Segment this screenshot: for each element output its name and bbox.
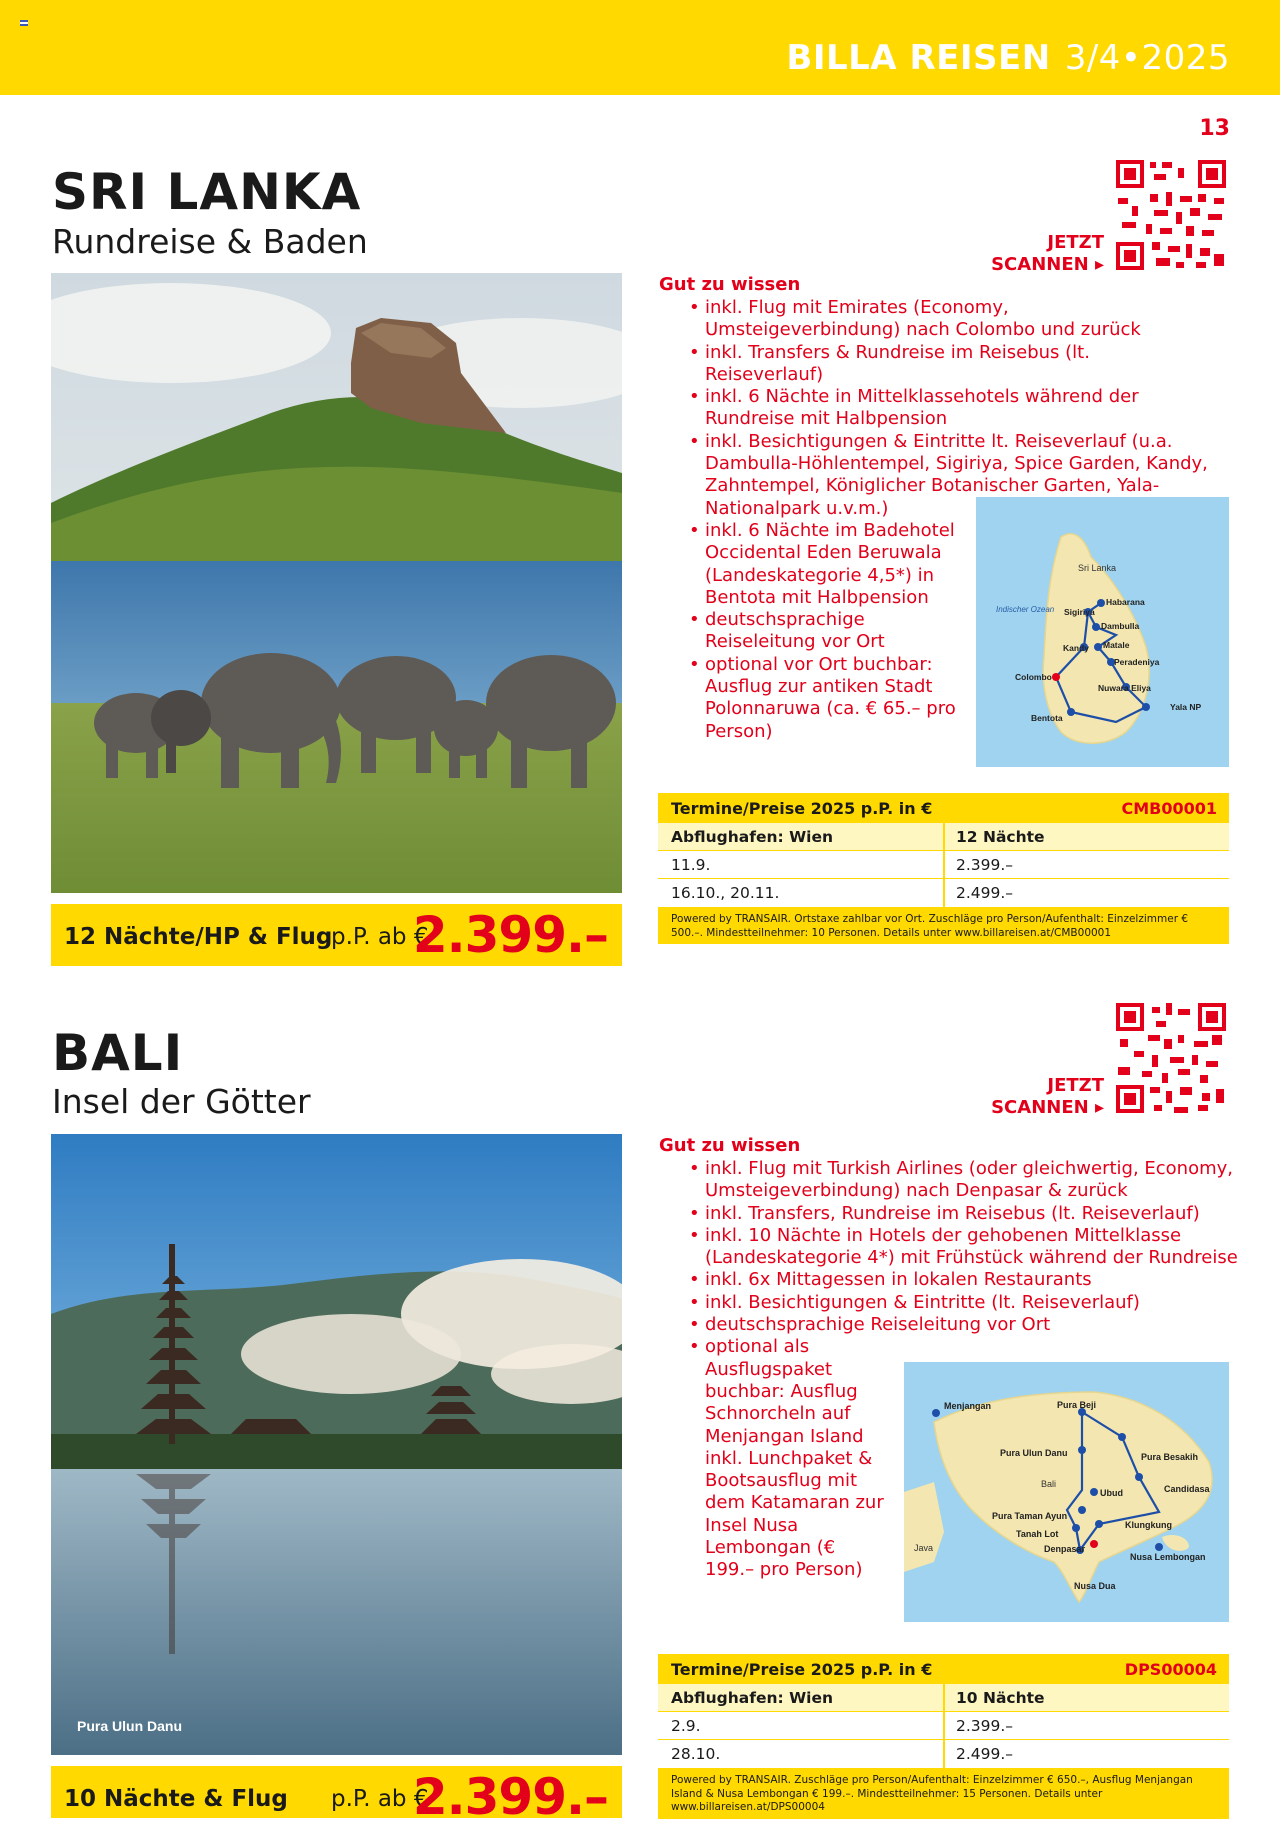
price-bar-label: 12 Nächte/HP & Flug: [64, 924, 333, 950]
col-departure: Abflughafen: Wien: [671, 1689, 834, 1707]
row-price: 2.399.–: [956, 856, 1014, 874]
page-header: [0, 0, 1280, 95]
info-title: Gut zu wissen: [659, 274, 801, 295]
map-place: Klungkung: [1125, 1520, 1172, 1530]
price-prefix: p.P. ab €: [331, 924, 429, 950]
map-place: Pura Beji: [1057, 1400, 1097, 1410]
section-subtitle-bali: Insel der Götter: [52, 1082, 311, 1121]
table-title: Termine/Preise 2025 p.P. in €: [671, 799, 933, 818]
row-price: 2.399.–: [956, 1717, 1014, 1735]
section-title-bali: BALI: [52, 1024, 184, 1082]
row-date: 28.10.: [671, 1745, 721, 1763]
info-item: • optional als Ausflugspaket buchbar: Ausflug Schnorcheln auf Menjangan Island inkl. Lunchpaket & Bootsausflug mit dem Katamaran zur Insel Nusa Lembongan (€ 199.– pro Person): [689, 1336, 889, 1581]
info-item: • deutschsprachige Reiseleitung vor Ort: [689, 609, 959, 654]
row-price: 2.499.–: [956, 1745, 1014, 1763]
photo-srilanka-elephants: [51, 273, 622, 893]
scan-line1: JETZT: [1047, 1075, 1104, 1096]
info-item: • inkl. Flug mit Turkish Airlines (oder gleichwertig, Economy, Umsteigeverbindung) nach Denpasar & zurück: [689, 1158, 1239, 1203]
price-value: 2.399.–: [412, 1768, 608, 1826]
map-srilanka: [976, 497, 1229, 767]
info-item: • inkl. 6 Nächte in Mittelklassehotels während der Rundreise mit Halbpension: [689, 386, 1209, 431]
austria-flag-icon: [20, 20, 28, 26]
map-place: Yala NP: [1170, 702, 1202, 712]
table-header: [658, 793, 1229, 823]
trip-code: DPS00004: [1124, 1660, 1217, 1679]
map-place: Nusa Dua: [1074, 1581, 1116, 1591]
map-place: Ubud: [1100, 1488, 1123, 1498]
price-bar-srilanka: [51, 904, 622, 966]
info-item: • deutschsprachige Reiseleitung vor Ort: [689, 1314, 1239, 1336]
trip-code: CMB00001: [1121, 799, 1217, 818]
price-table-srilanka: [658, 793, 1229, 944]
info-item: • inkl. 6x Mittagessen in lokalen Restaurants: [689, 1269, 1239, 1291]
row-date: 16.10., 20.11.: [671, 884, 780, 902]
price-bar-bali: [51, 1766, 622, 1826]
table-row: [658, 1712, 1229, 1740]
map-place: Pura Ulun Danu: [1000, 1448, 1068, 1458]
info-item: • inkl. 10 Nächte in Hotels der gehobenen Mittelklasse (Landeskategorie 4*) mit Frühstück während der Rundreise: [689, 1225, 1239, 1270]
scan-line2: SCANNEN ▸: [991, 1097, 1104, 1118]
price-value: 2.399.–: [412, 906, 608, 964]
scan-prompt-bali: [991, 1075, 1104, 1119]
table-row: [658, 851, 1229, 879]
map-place: Candidasa: [1164, 1484, 1210, 1494]
map-place: Tanah Lot: [1016, 1529, 1059, 1539]
page-number: 13: [1199, 116, 1230, 141]
price-prefix: p.P. ab €: [331, 1786, 429, 1812]
map-bali: [904, 1362, 1229, 1622]
section-subtitle-srilanka: Rundreise & Baden: [52, 222, 368, 261]
info-item: • optional vor Ort buchbar: Ausflug zur antiken Stadt Polonnaruwa (ca. € 65.– pro Person): [689, 654, 959, 743]
col-departure: Abflughafen: Wien: [671, 828, 834, 846]
map-place: Colombo: [1015, 672, 1052, 682]
row-price: 2.499.–: [956, 884, 1014, 902]
info-item: • inkl. Transfers, Rundreise im Reisebus (lt. Reiseverlauf): [689, 1203, 1239, 1225]
photo-bali-temple: [51, 1134, 622, 1755]
table-footnote: Powered by TRANSAIR. Ortstaxe zahlbar vor Ort. Zuschläge pro Person/Aufenthalt: Einzelzimmer € 500.–. Mindestteilnehmer: 10 Personen. Details unter www.billareisen.at/CMB00001: [658, 907, 1229, 944]
map-place: Habarana: [1106, 597, 1145, 607]
map-place: Denpasar: [1044, 1544, 1086, 1554]
table-footnote: Powered by TRANSAIR. Zuschläge pro Person/Aufenthalt: Einzelzimmer € 650.–, Ausflug Menjangan Island & Nusa Lembongan € 199.–. Mindestteilnehmer: 15 Personen. Details unter www.billareisen.at/DPS00004: [658, 1768, 1229, 1819]
map-place: Nusa Lembongan: [1130, 1552, 1206, 1562]
map-label-island: Bali: [1041, 1479, 1057, 1489]
map-place: Sigiriya: [1064, 607, 1095, 617]
info-item: • inkl. Transfers & Rundreise im Reisebus (lt. Reiseverlauf): [689, 342, 1209, 387]
info-title: Gut zu wissen: [659, 1135, 801, 1156]
brand-title: BILLA REISEN 3/4•2025: [786, 38, 1230, 78]
col-nights: 12 Nächte: [956, 828, 1045, 846]
table-column-headers: [658, 1684, 1229, 1712]
scan-prompt-srilanka: [991, 232, 1104, 276]
col-nights: 10 Nächte: [956, 1689, 1045, 1707]
map-place: Dambulla: [1101, 621, 1140, 631]
table-header: [658, 1654, 1229, 1684]
info-item: • inkl. 6 Nächte im Badehotel Occidental Eden Beruwala (Landeskategorie 4,5*) in Bentota mit Halbpension: [689, 520, 959, 609]
scan-line1: JETZT: [1047, 232, 1104, 253]
info-item: • inkl. Besichtigungen & Eintritte lt. Reiseverlauf (u.a. Dambulla-Höhlentempel, Sigiriya, Spice Garden, Kandy, Zahntempel, Königlicher Botanischer Garten, Yala-Nationalpark u.v.m.): [689, 431, 1209, 520]
map-place: Matale: [1103, 640, 1130, 650]
map-place: Pura Taman Ayun: [992, 1511, 1068, 1521]
map-label-java: Java: [914, 1543, 934, 1553]
table-row: [658, 879, 1229, 907]
table-title: Termine/Preise 2025 p.P. in €: [671, 1660, 933, 1679]
price-bar-label: 10 Nächte & Flug: [64, 1786, 288, 1812]
map-place: Bentota: [1031, 713, 1063, 723]
map-label-country: Sri Lanka: [1078, 563, 1117, 573]
info-item: • inkl. Besichtigungen & Eintritte (lt. Reiseverlauf): [689, 1292, 1239, 1314]
scan-line2: SCANNEN ▸: [991, 254, 1104, 275]
section-title-srilanka: SRI LANKA: [52, 163, 362, 221]
photo-caption: Pura Ulun Danu: [77, 1718, 183, 1734]
map-label-ocean: Indischer Ozean: [996, 605, 1055, 614]
row-date: 11.9.: [671, 856, 711, 874]
map-place: Pura Besakih: [1141, 1452, 1199, 1462]
qr-code-icon[interactable]: [1114, 1001, 1228, 1115]
table-row: [658, 1740, 1229, 1768]
row-date: 2.9.: [671, 1717, 701, 1735]
map-place: Peradeniya: [1114, 657, 1160, 667]
info-item: • inkl. Flug mit Emirates (Economy, Umsteigeverbindung) nach Colombo und zurück: [689, 297, 1209, 342]
map-place: Kandy: [1063, 643, 1089, 653]
price-table-bali: [658, 1654, 1229, 1819]
table-column-headers: [658, 823, 1229, 851]
map-place: Menjangan: [944, 1401, 992, 1411]
qr-code-icon[interactable]: [1114, 158, 1228, 272]
map-place: Nuwara Eliya: [1098, 683, 1151, 693]
